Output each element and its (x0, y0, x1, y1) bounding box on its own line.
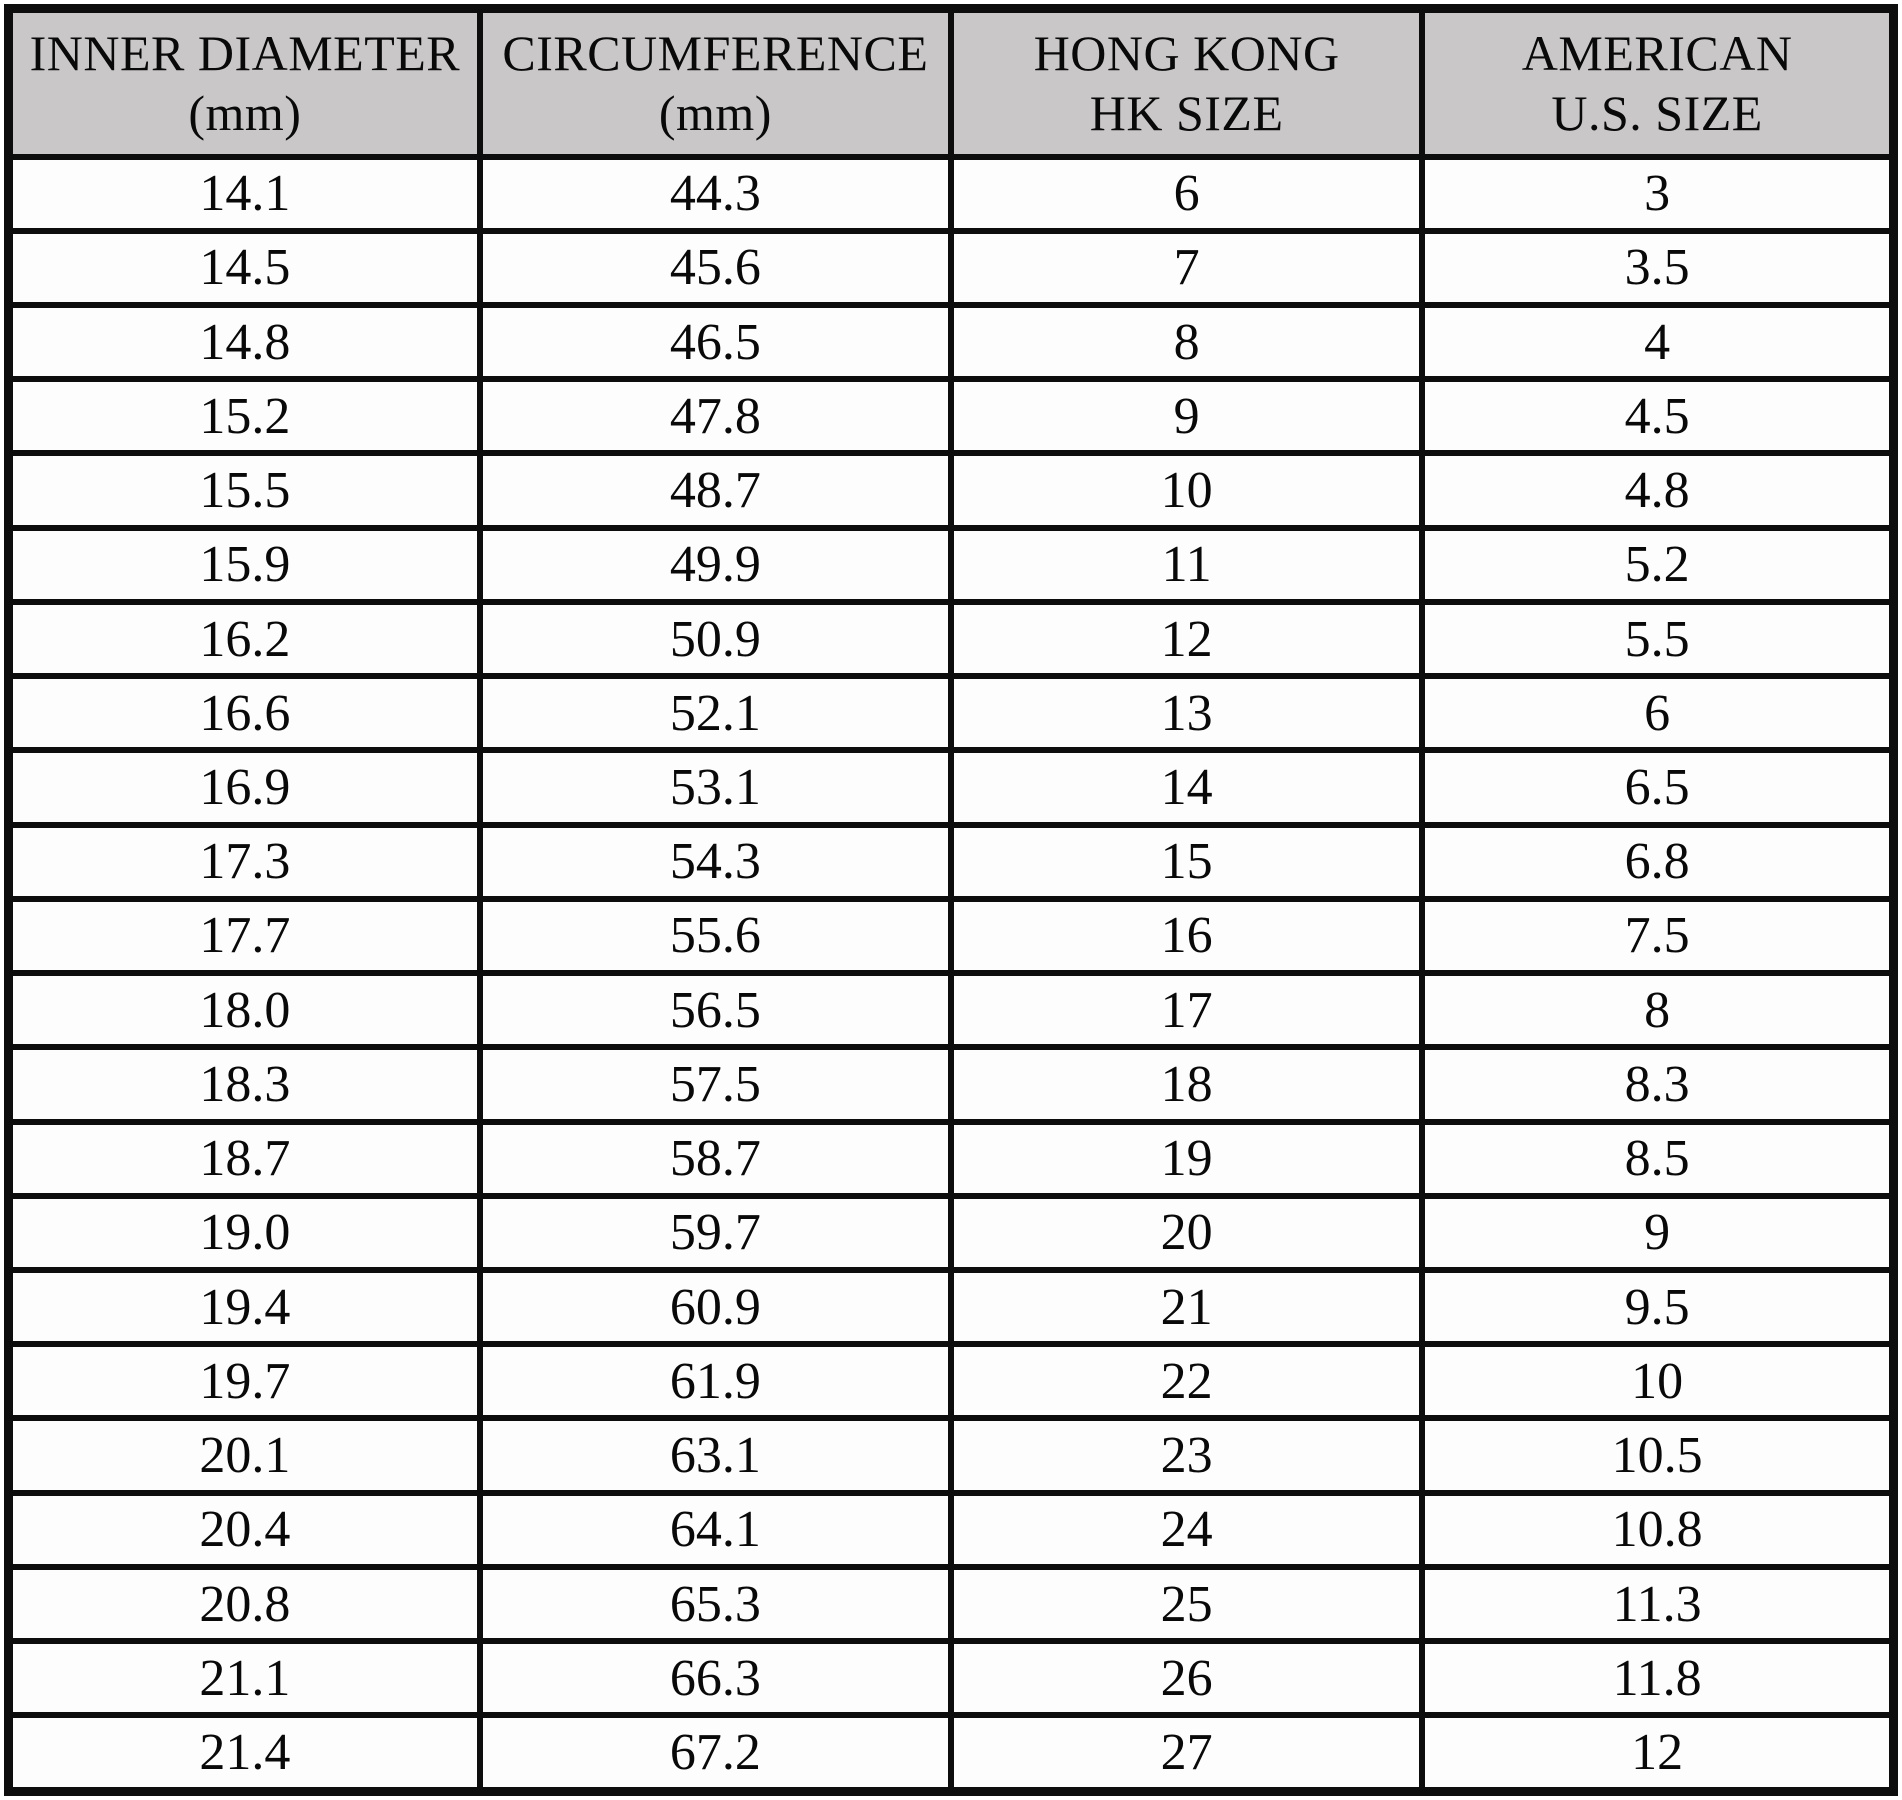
header-line1: CIRCUMFERENCE (502, 25, 929, 82)
table-cell: 14 (951, 750, 1422, 824)
table-cell: 14.8 (9, 305, 480, 379)
table-body (9, 157, 1894, 1792)
table-cell: 19.7 (9, 1344, 480, 1418)
table-row (9, 1196, 1894, 1270)
table-cell: 9 (951, 379, 1422, 453)
table-cell: 17 (951, 973, 1422, 1047)
table-cell: 19.4 (9, 1270, 480, 1344)
table-cell: 8 (951, 305, 1422, 379)
header-line1: HONG KONG (1033, 25, 1340, 82)
table-cell: 7 (951, 231, 1422, 305)
table-cell: 10.8 (1422, 1493, 1893, 1567)
table-cell: 9.5 (1422, 1270, 1893, 1344)
table-cell: 58.7 (480, 1122, 951, 1196)
table-cell: 59.7 (480, 1196, 951, 1270)
table-cell: 16 (951, 899, 1422, 973)
size-table (4, 4, 1898, 1796)
table-header (9, 9, 1894, 157)
table-cell: 5.2 (1422, 528, 1893, 602)
table-cell: 10 (951, 453, 1422, 527)
table-row (9, 231, 1894, 305)
table-cell: 54.3 (480, 825, 951, 899)
table-row (9, 973, 1894, 1047)
table-cell: 12 (1422, 1715, 1893, 1791)
table-cell: 7.5 (1422, 899, 1893, 973)
header-cell-inner-diameter (9, 9, 480, 157)
header-cell-hong-kong-size (951, 9, 1422, 157)
table-cell: 24 (951, 1493, 1422, 1567)
table-cell: 20 (951, 1196, 1422, 1270)
table-cell: 48.7 (480, 453, 951, 527)
header-line1: INNER DIAMETER (29, 25, 461, 82)
table-cell: 6 (951, 157, 1422, 231)
table-cell: 22 (951, 1344, 1422, 1418)
table-cell: 15 (951, 825, 1422, 899)
table-cell: 13 (951, 676, 1422, 750)
header-line2: (mm) (188, 85, 302, 142)
table-cell: 56.5 (480, 973, 951, 1047)
table-cell: 18.0 (9, 973, 480, 1047)
table-row (9, 157, 1894, 231)
header-line2: (mm) (658, 85, 772, 142)
table-cell: 17.3 (9, 825, 480, 899)
table-cell: 21 (951, 1270, 1422, 1344)
table-cell: 47.8 (480, 379, 951, 453)
table-cell: 21.4 (9, 1715, 480, 1791)
table-cell: 10.5 (1422, 1418, 1893, 1492)
table-cell: 53.1 (480, 750, 951, 824)
table-row (9, 602, 1894, 676)
table-cell: 57.5 (480, 1047, 951, 1121)
table-cell: 8.5 (1422, 1122, 1893, 1196)
table-row (9, 1493, 1894, 1567)
header-line2: U.S. SIZE (1551, 85, 1763, 142)
table-cell: 12 (951, 602, 1422, 676)
table-cell: 45.6 (480, 231, 951, 305)
table-cell: 8.3 (1422, 1047, 1893, 1121)
table-row (9, 379, 1894, 453)
table-cell: 23 (951, 1418, 1422, 1492)
table-cell: 52.1 (480, 676, 951, 750)
table-cell: 20.4 (9, 1493, 480, 1567)
table-cell: 17.7 (9, 899, 480, 973)
table-cell: 16.2 (9, 602, 480, 676)
table-cell: 4 (1422, 305, 1893, 379)
table-cell: 11.8 (1422, 1641, 1893, 1715)
table-cell: 64.1 (480, 1493, 951, 1567)
table-cell: 5.5 (1422, 602, 1893, 676)
table-cell: 61.9 (480, 1344, 951, 1418)
table-cell: 16.6 (9, 676, 480, 750)
table-cell: 14.5 (9, 231, 480, 305)
table-cell: 11.3 (1422, 1567, 1893, 1641)
table-row (9, 1047, 1894, 1121)
table-cell: 67.2 (480, 1715, 951, 1791)
header-cell-american-size (1422, 9, 1893, 157)
table-cell: 27 (951, 1715, 1422, 1791)
table-cell: 18.3 (9, 1047, 480, 1121)
table-cell: 21.1 (9, 1641, 480, 1715)
table-cell: 4.5 (1422, 379, 1893, 453)
table-cell: 63.1 (480, 1418, 951, 1492)
table-cell: 44.3 (480, 157, 951, 231)
table-row (9, 1122, 1894, 1196)
table-cell: 9 (1422, 1196, 1893, 1270)
table-cell: 10 (1422, 1344, 1893, 1418)
table-cell: 18.7 (9, 1122, 480, 1196)
table-cell: 46.5 (480, 305, 951, 379)
table-cell: 11 (951, 528, 1422, 602)
table-cell: 18 (951, 1047, 1422, 1121)
table-row (9, 305, 1894, 379)
table-cell: 14.1 (9, 157, 480, 231)
table-cell: 8 (1422, 973, 1893, 1047)
ring-size-conversion-table (4, 4, 1898, 1796)
table-row (9, 453, 1894, 527)
table-cell: 3 (1422, 157, 1893, 231)
table-row (9, 528, 1894, 602)
table-row (9, 1270, 1894, 1344)
table-cell: 20.1 (9, 1418, 480, 1492)
table-cell: 20.8 (9, 1567, 480, 1641)
table-cell: 6.5 (1422, 750, 1893, 824)
table-cell: 60.9 (480, 1270, 951, 1344)
table-cell: 15.9 (9, 528, 480, 602)
table-row (9, 676, 1894, 750)
table-cell: 15.5 (9, 453, 480, 527)
header-row (9, 9, 1894, 157)
table-row (9, 825, 1894, 899)
table-row (9, 1567, 1894, 1641)
header-cell-circumference (480, 9, 951, 157)
table-cell: 16.9 (9, 750, 480, 824)
table-row (9, 1715, 1894, 1791)
table-cell: 6.8 (1422, 825, 1893, 899)
table-row (9, 1418, 1894, 1492)
header-line2: HK SIZE (1089, 85, 1284, 142)
table-cell: 6 (1422, 676, 1893, 750)
table-cell: 19.0 (9, 1196, 480, 1270)
header-line1: AMERICAN (1521, 25, 1793, 82)
table-cell: 65.3 (480, 1567, 951, 1641)
table-row (9, 899, 1894, 973)
table-row (9, 1344, 1894, 1418)
table-cell: 15.2 (9, 379, 480, 453)
table-row (9, 1641, 1894, 1715)
table-row (9, 750, 1894, 824)
table-cell: 4.8 (1422, 453, 1893, 527)
table-cell: 55.6 (480, 899, 951, 973)
table-cell: 3.5 (1422, 231, 1893, 305)
table-cell: 26 (951, 1641, 1422, 1715)
table-cell: 50.9 (480, 602, 951, 676)
table-cell: 66.3 (480, 1641, 951, 1715)
table-cell: 19 (951, 1122, 1422, 1196)
table-cell: 25 (951, 1567, 1422, 1641)
table-cell: 49.9 (480, 528, 951, 602)
